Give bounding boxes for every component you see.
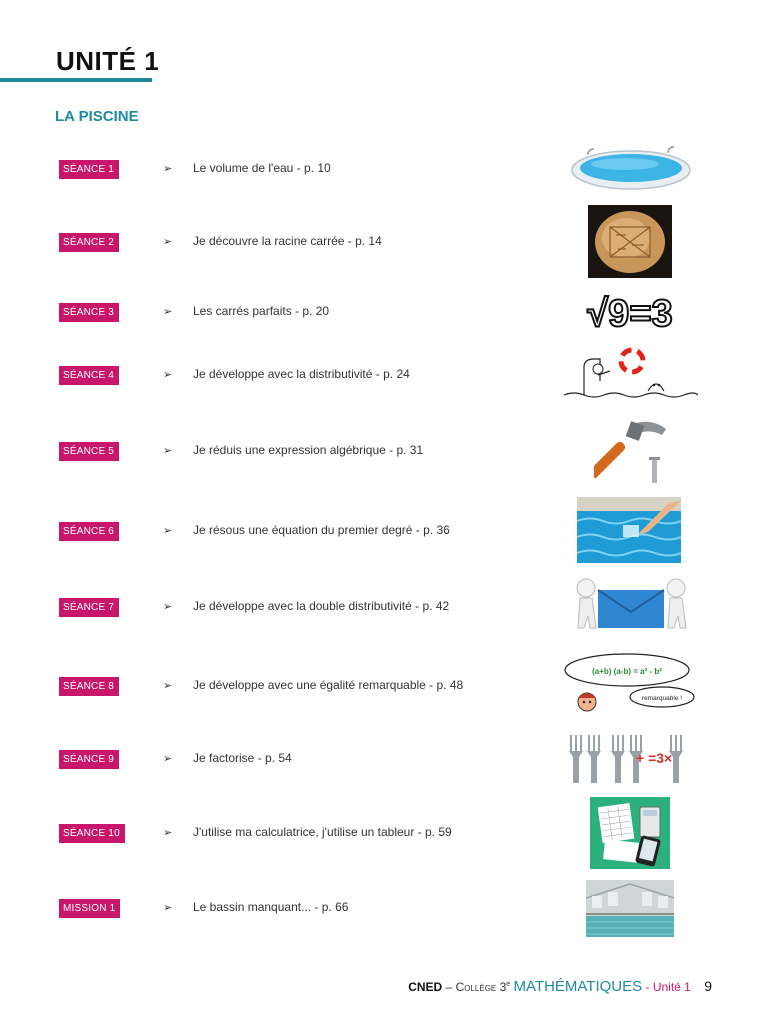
bullet-arrow-icon: ➢	[163, 236, 173, 248]
session-label: Je développe avec la distributivité - p. 24	[193, 367, 410, 381]
footer-college-sup: e	[506, 981, 511, 988]
footer-dash: –	[445, 980, 453, 994]
session-badge: SÉANCE 3	[59, 303, 119, 322]
bullet-arrow-icon: ➢	[163, 369, 173, 381]
session-label: J'utilise ma calculatrice, j'utilise un tableur - p. 59	[193, 825, 452, 839]
indoor-pool-icon	[586, 880, 674, 937]
clay-tablet-icon	[588, 205, 672, 278]
footer-subject: MATHÉMATIQUES	[513, 978, 643, 995]
session-label: Je découvre la racine carrée - p. 14	[193, 234, 382, 248]
calculator-icon	[590, 797, 670, 869]
section-title: LA PISCINE	[55, 108, 139, 125]
square-root-icon	[585, 288, 675, 334]
bullet-arrow-icon: ➢	[163, 306, 173, 318]
speech-remark: remarquable !	[641, 695, 683, 702]
square-root-text: √9=3	[587, 293, 673, 334]
bullet-arrow-icon: ➢	[163, 680, 173, 692]
bullet-arrow-icon: ➢	[163, 601, 173, 613]
forks-equation: + =3×	[636, 750, 673, 766]
lifebuoy-icon	[562, 347, 698, 403]
session-label: Je réduis une expression algébrique - p. 31	[193, 443, 424, 457]
session-label: Le volume de l'eau - p. 10	[193, 161, 331, 175]
session-label: Je factorise - p. 54	[193, 751, 292, 765]
session-badge: SÉANCE 6	[59, 522, 119, 541]
footer-cned: CNED	[408, 980, 443, 994]
mission-label: Le bassin manquant... - p. 66	[193, 900, 349, 914]
water-test-icon	[577, 497, 681, 563]
session-badge: SÉANCE 8	[59, 677, 119, 696]
session-label: Je développe avec une égalité remarquable - p. 48	[193, 678, 464, 692]
remarkable-identity-icon	[562, 652, 696, 718]
speech-formula: (a+b) (a-b) = a² - b²	[592, 667, 662, 676]
session-badge: SÉANCE 7	[59, 598, 119, 617]
footer-unit: - Unité 1	[645, 980, 691, 994]
bullet-arrow-icon: ➢	[163, 525, 173, 537]
unit-title: UNITÉ 1	[56, 46, 160, 76]
forks-icon	[566, 733, 690, 785]
pool-icon	[570, 143, 692, 191]
mission-badge: MISSION 1	[59, 899, 120, 918]
session-label: Les carrés parfaits - p. 20	[193, 304, 330, 318]
envelope-icon	[570, 576, 692, 638]
session-badge: SÉANCE 10	[59, 824, 125, 843]
footer-college: Collège 3	[455, 980, 507, 994]
bullet-arrow-icon: ➢	[163, 753, 173, 765]
session-badge: SÉANCE 9	[59, 750, 119, 769]
hammer-icon	[594, 415, 670, 487]
bullet-arrow-icon: ➢	[163, 445, 173, 457]
bullet-arrow-icon: ➢	[163, 827, 173, 839]
session-badge: SÉANCE 4	[59, 366, 119, 385]
session-badge: SÉANCE 2	[59, 233, 119, 252]
session-badge: SÉANCE 5	[59, 442, 119, 461]
bullet-arrow-icon: ➢	[163, 902, 173, 914]
session-badge: SÉANCE 1	[59, 160, 119, 179]
page-footer	[408, 978, 712, 995]
session-label: Je résous une équation du premier degré - p. 36	[193, 523, 450, 537]
unit-title-rule	[0, 78, 152, 82]
bullet-arrow-icon: ➢	[163, 163, 173, 175]
page-number: 9	[704, 978, 712, 994]
session-label: Je développe avec la double distributivité - p. 42	[193, 599, 450, 613]
